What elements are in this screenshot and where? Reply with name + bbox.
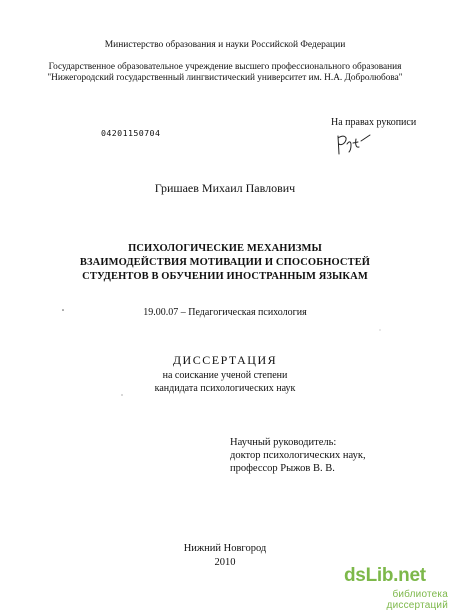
city: Нижний Новгород xyxy=(183,543,267,554)
work-type: ДИССЕРТАЦИЯ xyxy=(172,353,278,367)
degree-line: на соискание ученой степени xyxy=(162,370,288,381)
degree-line: кандидата психологических наук xyxy=(154,383,296,394)
dissertation-title-line: ВЗАИМОДЕЙСТВИЯ МОТИВАЦИИ И СПОСОБНОСТЕЙ xyxy=(79,257,371,268)
specialty-code: 19.00.07 – Педагогическая психология xyxy=(143,307,307,318)
watermark-logo: dsLib.net xyxy=(344,565,426,586)
ministry-name: Министерство образования и науки Российской Федерации xyxy=(104,40,346,50)
supervisor-name: профессор Рыжов В. В. xyxy=(230,463,335,474)
author-name: Гришаев Михаил Павлович xyxy=(154,181,296,195)
watermark xyxy=(332,565,448,611)
dissertation-title-line: СТУДЕНТОВ В ОБУЧЕНИИ ИНОСТРАННЫМ ЯЗЫКАМ xyxy=(82,271,368,282)
institution-type: Государственное образовательное учреждение высшего профессионального образования xyxy=(48,62,402,72)
supervisor-label: Научный руководитель: xyxy=(230,437,337,448)
supervisor-degree: доктор психологических наук, xyxy=(230,450,366,461)
watermark-subtitle: библиотека диссертаций xyxy=(386,589,448,611)
university-name: "Нижегородский государственный лингвистический университет им. Н.А. Добролюбова" xyxy=(47,73,403,83)
catalog-number: 04201150704 xyxy=(101,128,161,138)
dissertation-title-line: ПСИХОЛОГИЧЕСКИЕ МЕХАНИЗМЫ xyxy=(128,243,322,254)
year: 2010 xyxy=(214,557,236,568)
manuscript-rights-note: На правах рукописи xyxy=(331,117,417,128)
